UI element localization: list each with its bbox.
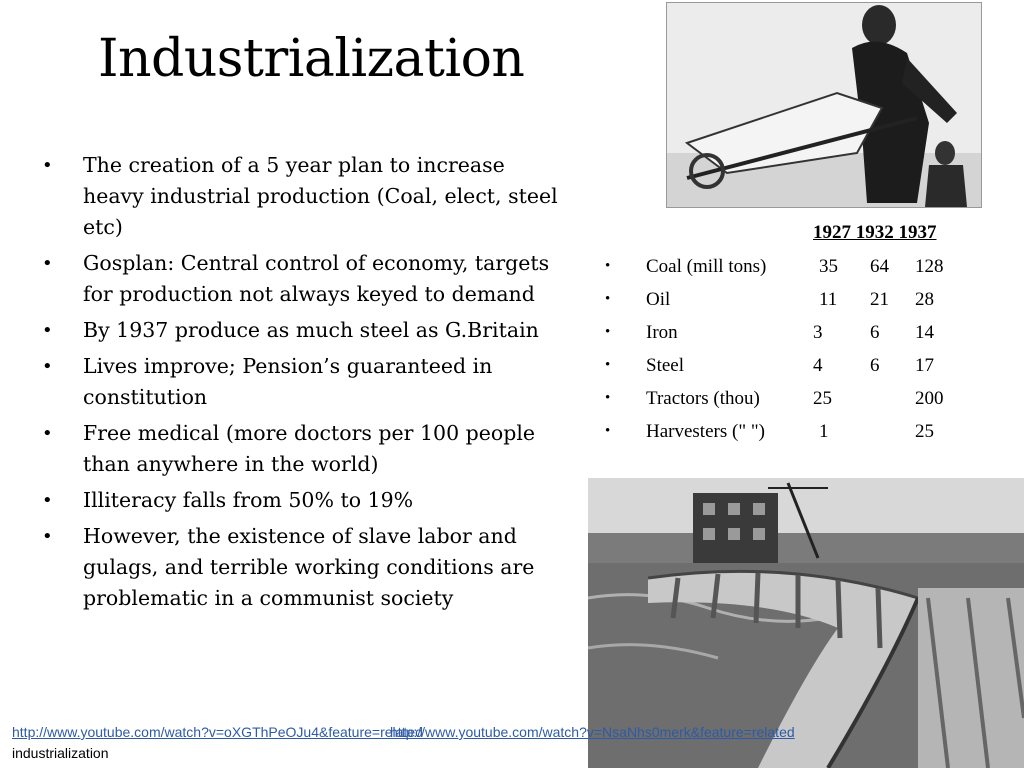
- bullet-dot-icon: •: [42, 356, 53, 377]
- bullet-item: • Free medical (more doctors per 100 people than anywhere in the world): [40, 418, 570, 480]
- bullet-dot-icon: •: [42, 526, 53, 547]
- stats-year-header: 1927 1932 1937: [813, 222, 937, 243]
- bullet-item: • The creation of a 5 year plan to increase heavy industrial production (Coal, elect, steel etc): [40, 150, 570, 243]
- bullet-item: • By 1937 produce as much steel as G.Britain: [40, 315, 570, 346]
- bullet-list: [40, 150, 570, 619]
- bullet-dot-icon: •: [42, 490, 53, 511]
- bullet-dot-icon: •: [42, 423, 53, 444]
- bullet-dot-icon: •: [42, 320, 53, 341]
- bullet-dot-icon: •: [42, 155, 53, 176]
- video-link-2[interactable]: http://www.youtube.com/watch?v=NsaNhs0merk&feature=related: [390, 724, 795, 740]
- bullet-item: • However, the existence of slave labor and gulags, and terrible working conditions are problematic in a communist society: [40, 521, 570, 614]
- link-caption: industrialization: [12, 745, 109, 761]
- video-link-1[interactable]: http://www.youtube.com/watch?v=oXGThPeOJu4&feature=related: [12, 724, 423, 740]
- bullet-item: • Illiteracy falls from 50% to 19%: [40, 485, 570, 516]
- worker-wheelbarrow-photo: [666, 2, 982, 208]
- bullet-item: • Lives improve; Pension’s guaranteed in constitution: [40, 351, 570, 413]
- bullet-item: • Gosplan: Central control of economy, targets for production not always keyed to demand: [40, 248, 570, 310]
- bullet-dot-icon: •: [42, 253, 53, 274]
- slide-title: Industrialization: [98, 29, 525, 89]
